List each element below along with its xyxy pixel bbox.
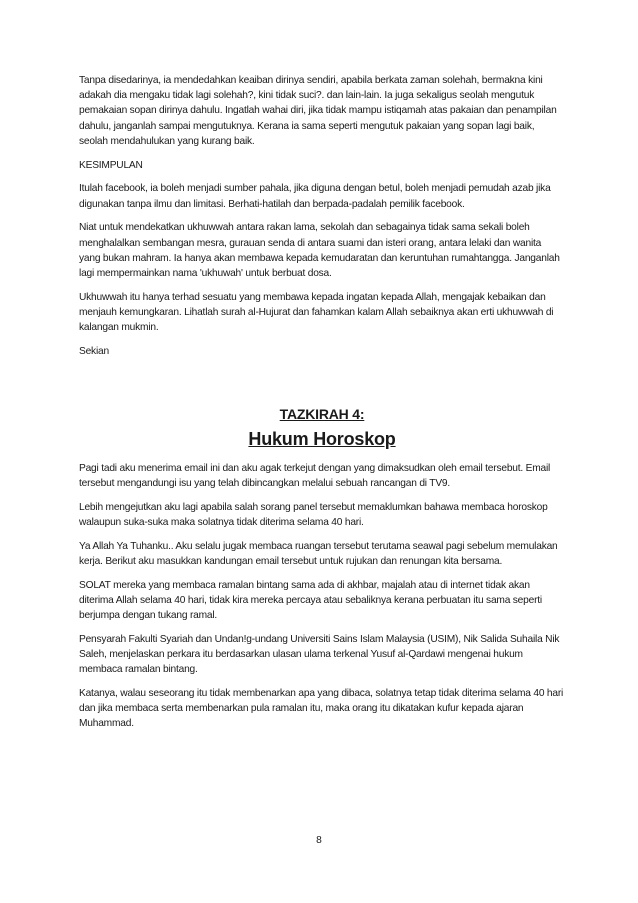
paragraph-solat: SOLAT mereka yang membaca ramalan bintang sama ada di akhbar, majalah atau di internet tidak akan diterima Allah selama 40 hari, tidak kira mereka percaya atau sebaliknya kerana perbuatan itu sama seperti berjumpa dengan tukang ramal. — [79, 579, 542, 622]
paragraph-niat-ukhuwwah: Niat untuk mendekatkan ukhuwwah antara rakan lama, sekolah dan sebagainya tidak sama sekali boleh menghalalkan sembangan mesra, gurauan senda di antara suami dan isteri orang, antara lelaki dan wanita yang bukan mahram. Ia hanya akan membawa kepada kemudaratan dan keruntuhan rumahtangga. Janganlah lagi mempermainkan nama 'ukhuwah' untuk berbuat dosa. — [79, 222, 560, 280]
page-content — [79, 73, 565, 740]
topic-title: Hukum Horoskop — [248, 429, 396, 450]
paragraph-email: Pagi tadi aku menerima email ini dan aku agak terkejut dengan yang dimaksudkan oleh email tersebut. Email tersebut mengandungi isu yang telah dibincangkan melalui sebuah rancangan di TV9. — [79, 462, 551, 489]
paragraph-ya-allah: Ya Allah Ya Tuhanku.. Aku selalu jugak membaca ruangan tersebut terutama seawal pagi sebelum memulakan kerja. Berikut aku masukkan kandungan email tersebut untuk rujukan dan renungan kita bersama. — [79, 540, 558, 567]
paragraph-katanya: Katanya, walau seseorang itu tidak membenarkan apa yang dibaca, solatnya tetap tidak diterima selama 40 hari dan jika membaca serta membenarkan pula ramalan itu, maka orang itu dikatakan kufur kepada ajaran Muhammad. — [79, 688, 564, 730]
paragraph-panel: Lebih mengejutkan aku lagi apabila salah sorang panel tersebut memaklumkan bahawa membaca horoskop walaupun suka-suka maka solatnya tidak diterima selama 40 hari. — [79, 501, 548, 528]
paragraph-self-criticism: Tanpa disedarinya, ia mendedahkan keaiban dirinya sendiri, apabila berkata zaman solehah, bermakna kini adakah dia mengaku tidak lagi solehah?, kini tidak suci?. dan lain-lain. Ia juga sekaligus seolah mengutuk pemakaian sopan dirinya dahulu. Ingatlah wahai diri, jika tidak mampu istiqamah atas pakaian dan penampilan dahulu, janganlah sampai mengutuknya. Kerana ia sama seperti mengutuk pakaian yang sopan lagi baik, seolah mendahulukan yang kurang baik. — [79, 75, 557, 147]
section-heading-kesimpulan: KESIMPULAN — [79, 159, 143, 171]
page-number: 8 — [316, 835, 322, 846]
paragraph-facebook: Itulah facebook, ia boleh menjadi sumber pahala, jika diguna dengan betul, boleh menjadi pemudah azab jika digunakan tanpa ilmu dan limitasi. Berhati-hatilah dan berpada-padalah pemilik facebook. — [79, 183, 551, 210]
paragraph-ukhuwwah-terhad: Ukhuwwah itu hanya terhad sesuatu yang membawa kepada ingatan kepada Allah, mengajak kebaikan dan menjauh kemungkaran. Lihatlah surah al-Hujurat dan fahamkan kalam Allah sebaiknya akan erti ukhuwwah di kalangan mukmin. — [79, 291, 554, 334]
paragraph-pensyarah: Pensyarah Fakulti Syariah dan Undan!g-undang Universiti Sains Islam Malaysia (USIM), Nik Salida Suhaila Nik Saleh, menjelaskan perkara itu berdasarkan ulasan ulama terkenal Yusuf al-Qardawi mengenai hukum membaca ramalan bintang. — [79, 633, 560, 676]
paragraph-sekian: Sekian — [79, 346, 109, 358]
tazkirah-title: TAZKIRAH 4: — [279, 406, 365, 423]
